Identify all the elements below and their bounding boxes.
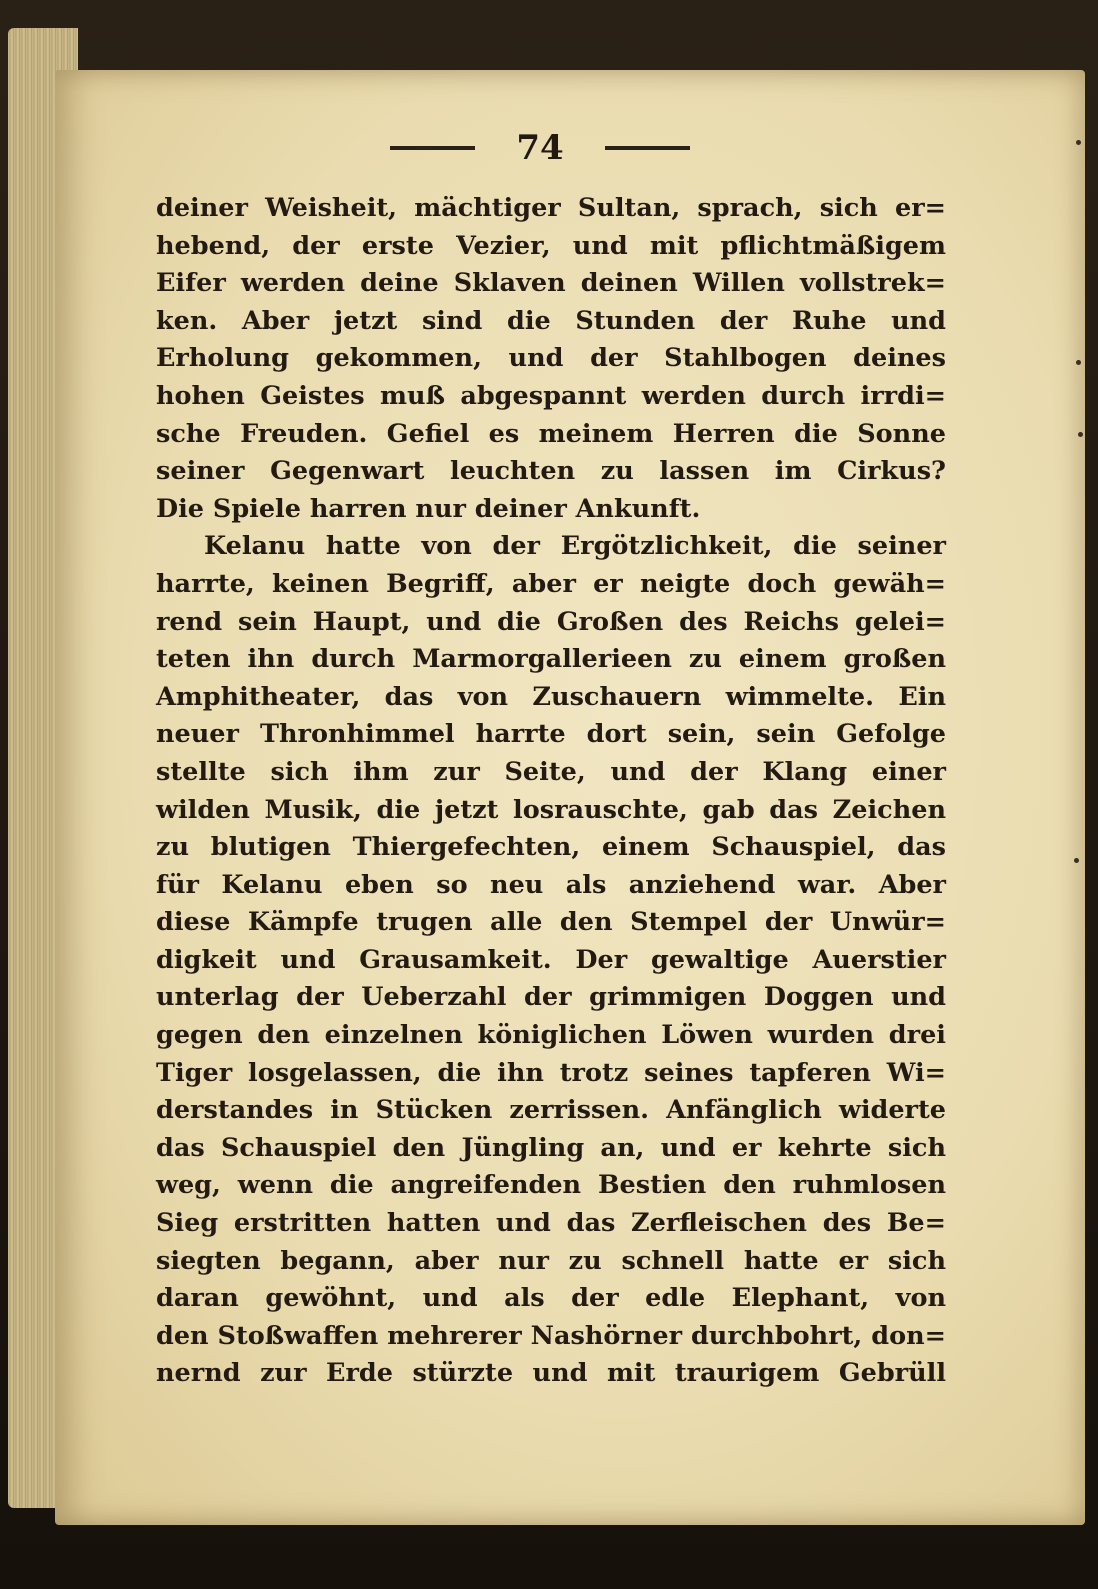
body-text: [156, 190, 946, 1393]
text-line: derstandes in Stücken zerrissen. Anfänglich widerte: [156, 1095, 946, 1126]
text-line: harrte, keinen Begriff, aber er neigte doch gewäh=: [156, 568, 946, 599]
text-line: Tiger losgelassen, die ihn trotz seines tapferen Wi=: [156, 1057, 946, 1088]
text-line: wilden Musik, die jetzt losrauschte, gab das Zeichen: [156, 794, 946, 825]
header-rule-right: [605, 146, 690, 150]
text-line: Die Spiele harren nur deiner Ankunft.: [156, 493, 701, 524]
text-line: deiner Weisheit, mächtiger Sultan, sprach, sich er=: [156, 193, 946, 223]
text-line: unterlag der Ueberzahl der grimmigen Doggen und: [156, 982, 946, 1013]
text-line: weg, wenn die angreifenden Bestien den ruhmlosen: [156, 1170, 946, 1201]
text-line: den Stoßwaffen mehrerer Nashörner durchbohrt, don=: [156, 1320, 946, 1351]
page-number: 74: [516, 128, 564, 168]
text-line: hohen Geistes muß abgespannt werden durch irrdi=: [156, 380, 946, 411]
text-line: zu blutigen Thiergefechten, einem Schauspiel, das: [156, 832, 946, 863]
text-line: hebend, der erste Vezier, und mit pflichtmäßigem: [156, 230, 946, 261]
text-line: für Kelanu eben so neu als anziehend war. Aber: [156, 869, 946, 900]
text-line: rend sein Haupt, und die Großen des Reichs gelei=: [156, 606, 946, 637]
text-line: Amphitheater, das von Zuschauern wimmelte. Ein: [156, 681, 946, 712]
text-line-indented: Kelanu hatte von der Ergötzlichkeit, die seiner: [204, 531, 946, 562]
text-line: sche Freuden. Gefiel es meinem Herren die Sonne: [156, 418, 946, 449]
text-line: diese Kämpfe trugen alle den Stempel der Unwür=: [156, 907, 946, 938]
text-line: neuer Thronhimmel harrte dort sein, sein Gefolge: [156, 719, 946, 750]
text-line: gegen den einzelnen königlichen Löwen wurden drei: [156, 1020, 946, 1051]
text-line: seiner Gegenwart leuchten zu lassen im Cirkus?: [156, 456, 946, 487]
page-header: [390, 128, 690, 168]
text-line: stellte sich ihm zur Seite, und der Klang einer: [156, 756, 946, 787]
margin-speck: [1074, 858, 1079, 863]
header-rule-left: [390, 146, 475, 150]
text-line: Eifer werden deine Sklaven deinen Willen vollstrek=: [156, 268, 946, 299]
text-line: Erholung gekommen, und der Stahlbogen deines: [156, 343, 946, 374]
text-line: ken. Aber jetzt sind die Stunden der Ruhe und: [156, 305, 946, 336]
text-line: digkeit und Grausamkeit. Der gewaltige Auerstier: [156, 944, 946, 975]
text-line: siegten begann, aber nur zu schnell hatte er sich: [156, 1245, 946, 1276]
margin-speck: [1076, 360, 1081, 365]
margin-speck: [1076, 140, 1081, 145]
text-line: Sieg erstritten hatten und das Zerfleischen des Be=: [156, 1208, 946, 1239]
text-line: daran gewöhnt, und als der edle Elephant, von: [156, 1283, 946, 1314]
margin-speck: [1078, 432, 1083, 437]
text-line: teten ihn durch Marmorgallerieen zu einem großen: [156, 644, 946, 675]
text-line: das Schauspiel den Jüngling an, und er kehrte sich: [156, 1132, 946, 1163]
text-line: nernd zur Erde stürzte und mit traurigem Gebrüll: [156, 1358, 946, 1389]
